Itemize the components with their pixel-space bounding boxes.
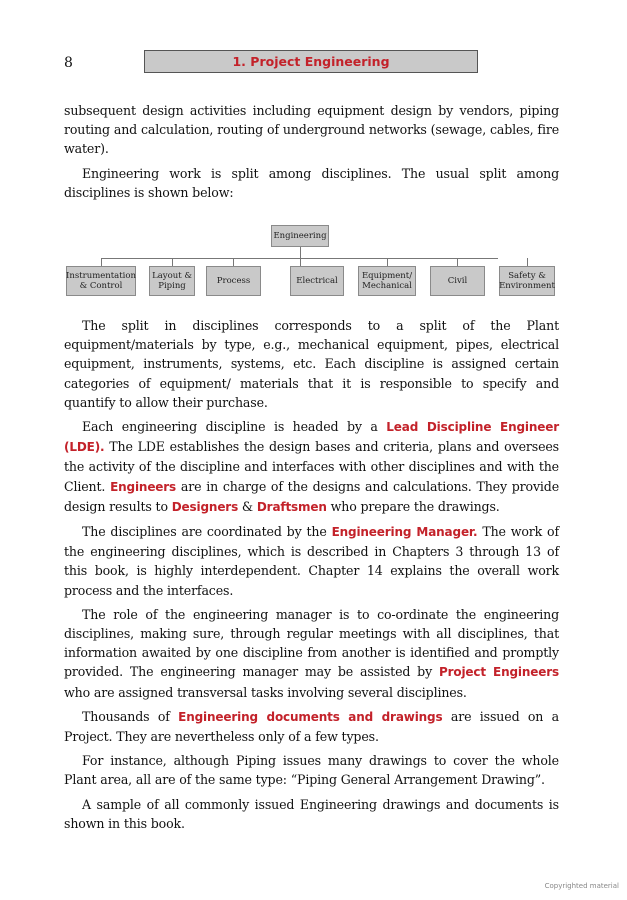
discipline-box: Equipment/ Mechanical [358,266,416,296]
branch-connector [101,258,102,266]
discipline-box: Instrumentation & Control [66,266,136,296]
intro-text [64,101,559,202]
term-engineers: Engineers [110,479,177,494]
paragraph-split-intro: Engineering work is split among disciplines. The usual split among disciplines is shown below: [64,165,559,200]
body-text [64,316,559,833]
root-connector [300,247,301,258]
discipline-box: Safety & Environment [499,266,555,296]
discipline-box: Electrical [290,266,344,296]
page-number: 8 [64,55,73,71]
paragraph-split-disciplines: The split in disciplines corresponds to a split of the Plant equipment/materials by type, e.g., mechanical equipment, pipes, electrical equipment, instruments, systems, etc. Each discipline is assigned certain categories of equipment/ materials that it is responsible to specify and quantify to allow their purchase. [64,318,559,410]
term-project-engineers: Project Engineers [438,665,559,680]
branch-connector [527,258,528,266]
branch-connector [457,258,458,266]
branch-connector [387,258,388,266]
paragraph-continued: subsequent design activities including equipment design by vendors, piping routing and calculation, routing of underground networks (sewage, cables, fire water). [64,103,559,157]
discipline-org-chart [66,225,561,297]
chapter-title: 1. Project Engineering [232,54,390,69]
copyright-watermark: Copyrighted material [544,882,619,890]
paragraph-lde: Each engineering discipline is headed by a Lead Discipline Engineer (LDE). The LDE establishes the design bases and criteria, plans and oversees the activity of the discipline and interfaces with other disciplines and with the Client. Engineers are in charge of the designs and calculations. They provide design results to Designers & Draftsmen who prepare the drawings. [64,419,560,514]
branch-connector [172,258,173,266]
paragraph-sample: A sample of all commonly issued Engineering drawings and documents is shown in this book. [64,796,559,831]
discipline-box: Process [206,266,261,296]
branch-connector [300,258,301,266]
branch-connector [233,258,234,266]
term-lde: Lead Discipline Engineer (LDE). [64,420,560,455]
chapter-banner [144,50,478,73]
discipline-box: Layout & Piping [149,266,195,296]
paragraph-documents: Thousands of Engineering documents and drawings are issued on a Project. They are nevertheless only of a few types. [64,708,559,745]
engineering-root-label: Engineering [273,231,327,241]
engineering-root-box [271,225,329,247]
term-engineering-manager: Engineering Manager. [331,525,478,540]
paragraph-engineering-manager: The disciplines are coordinated by the Engineering Manager. The work of the engineering disciplines, which is described in Chapters 3 through 13 of this book, is highly interdependent. Chapter 14 explains the overall work process and the interfaces. [64,524,560,598]
term-designers: Designers [171,499,239,514]
discipline-box: Civil [430,266,485,296]
paragraph-manager-role: The role of the engineering manager is to co-ordinate the engineering disciplines, making sure, through regular meetings with all disciplines, that information awaited by one discipline from another is identified and promptly provided. The engineering manager may be assisted by Project Engineers who are assigned transversal tasks involving several disciplines. [64,606,559,700]
term-draftsmen: Draftsmen [256,499,327,514]
term-documents-drawings: Engineering documents and drawings [178,709,443,724]
paragraph-piping-example: For instance, although Piping issues many drawings to cover the whole Plant area, all are of the same type: “Piping General Arrangement Drawing”. [64,753,559,788]
